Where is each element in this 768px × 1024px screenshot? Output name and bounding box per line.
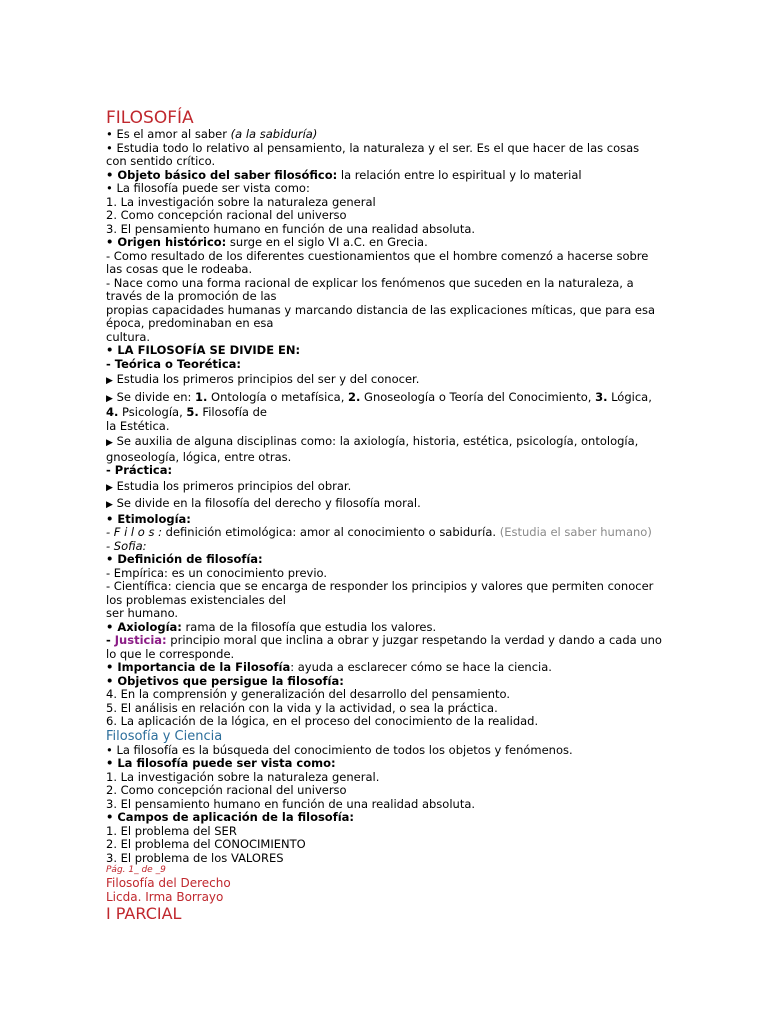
section-heading: • Objetivos que persigue la filosofía: — [106, 673, 344, 688]
text-line: propias capacidades humanas y marcando distancia de las explicaciones míticas, que para esa — [106, 302, 656, 317]
page-title: FILOSOFÍA — [106, 108, 194, 128]
section-heading: • Definición de filosofía: — [106, 552, 263, 566]
text-line: - Como resultado de los diferentes cuestionamientos que el hombre comenzó a hacerse sobre las cosas que le rodeaba. — [106, 248, 649, 276]
section-heading: • La filosofía puede ser vista como: — [106, 756, 336, 770]
teacher-name: Licda. Irma Borrayo — [106, 890, 224, 904]
section-heading: • LA FILOSOFÍA SE DIVIDE EN: — [106, 343, 301, 357]
bullet-item: ▶ Se auxilia de alguna disciplinas como: la axiología, historia, estética, psicología, ontología, gnoseología, lógica, entre otras. — [106, 434, 639, 464]
arrow-bullet-icon: ▶ — [106, 482, 113, 493]
text-line: - Científica: ciencia que se encarga de responder los principios y valores que permiten conocer — [106, 579, 654, 593]
list-item: 2. Como concepción racional del universo — [106, 208, 347, 222]
text-line: • Estudia todo lo relativo al pensamiento, la naturaleza y el ser. Es el que hacer de las cosas con sentido crítico. — [106, 140, 640, 168]
text-line: • Origen histórico: surge en el siglo VI a.C. en Grecia. — [106, 235, 428, 249]
text-line: 4. Psicología, 5. Filosofía de — [106, 405, 267, 419]
arrow-bullet-icon: ▶ — [106, 500, 113, 510]
section-heading: • Campos de aplicación de la filosofía: — [106, 810, 355, 824]
text-line: • La filosofía puede ser vista como: — [106, 181, 310, 195]
part-title: I PARCIAL — [106, 904, 182, 923]
page-number: Pág. 1_ de _9 — [106, 865, 166, 875]
section-title: Filosofía y Ciencia — [106, 728, 223, 744]
section-heading: • Etimología: — [106, 511, 191, 526]
list-item: 6. La aplicación de la lógica, en el proceso del conocimiento de la realidad. — [106, 714, 539, 728]
list-item: 5. El análisis en relación con la vida y la actividad, o sea la práctica. — [106, 700, 498, 715]
arrow-bullet-icon: ▶ — [106, 393, 113, 404]
text-line: - Sofia: — [106, 538, 147, 553]
list-item: 1. El problema del SER — [106, 823, 237, 838]
text-line: • Importancia de la Filosofía: ayuda a esclarecer cómo se hace la ciencia. — [106, 660, 552, 674]
text-line: • Es el amor al saber (a la sabiduría) — [106, 127, 318, 141]
arrow-bullet-icon: ▶ — [106, 438, 113, 448]
course-name: Filosofía del Derecho — [106, 876, 231, 890]
text-line: los problemas existenciales del — [106, 592, 286, 607]
list-item: 2. Como concepción racional del universo — [106, 783, 347, 797]
list-item: 3. El problema de los VALORES — [106, 850, 284, 865]
list-item: 3. El pensamiento humano en función de una realidad absoluta. — [106, 221, 476, 236]
text-line: la Estética. — [106, 418, 170, 433]
arrow-bullet-icon: ▶ — [106, 376, 113, 386]
list-item: 1. La investigación sobre la naturaleza general — [106, 194, 376, 209]
text-line: - Justicia: principio moral que inclina a obrar y juzgar respetando la verdad y dando a cada uno lo que le corresponde. — [106, 633, 662, 661]
list-item: 3. El pensamiento humano en función de una realidad absoluta. — [106, 796, 476, 811]
text-line: • La filosofía es la búsqueda del conocimiento de todos los objetos y fenómenos. — [106, 742, 573, 757]
text-line: - Nace como una forma racional de explicar los fenómenos que suceden en la naturaleza, a — [106, 275, 634, 290]
text-line: • Objeto básico del saber filosófico: la relación entre lo espiritual y lo material — [106, 167, 582, 182]
text-line: - Empírica: es un conocimiento previo. — [106, 565, 328, 580]
text-line: • Axiología: rama de la filosofía que estudia los valores. — [106, 619, 437, 634]
subsection-heading: - Práctica: — [106, 463, 173, 477]
text-line: ser humano. — [106, 606, 179, 620]
list-item: 2. El problema del CONOCIMIENTO — [106, 837, 306, 851]
text-line: través de la promoción de las — [106, 289, 277, 303]
list-item: 1. La investigación sobre la naturaleza general. — [106, 769, 380, 784]
text-line: - F i l o s : definición etimológica: amor al conocimiento o sabiduría. (Estudia el saber humano) — [106, 525, 652, 539]
text-line: época, predominaban en esa — [106, 316, 274, 330]
bullet-item: ▶ Se divide en: 1. Ontología o metafísica, 2. Gnoseología o Teoría del Conocimiento, 3. Lógica, — [106, 389, 652, 404]
bullet-item: ▶ Se divide en la filosofía del derecho y filosofía moral. — [106, 496, 421, 510]
document-page — [106, 108, 662, 923]
list-item: 4. En la comprensión y generalización del desarrollo del pensamiento. — [106, 687, 510, 701]
bullet-item: ▶ Estudia los primeros principios del obrar. — [106, 478, 352, 493]
subsection-heading: - Teórica o Teorética: — [106, 356, 241, 371]
bullet-item: ▶ Estudia los primeros principios del ser y del conocer. — [106, 372, 420, 386]
text-line: cultura. — [106, 329, 151, 344]
